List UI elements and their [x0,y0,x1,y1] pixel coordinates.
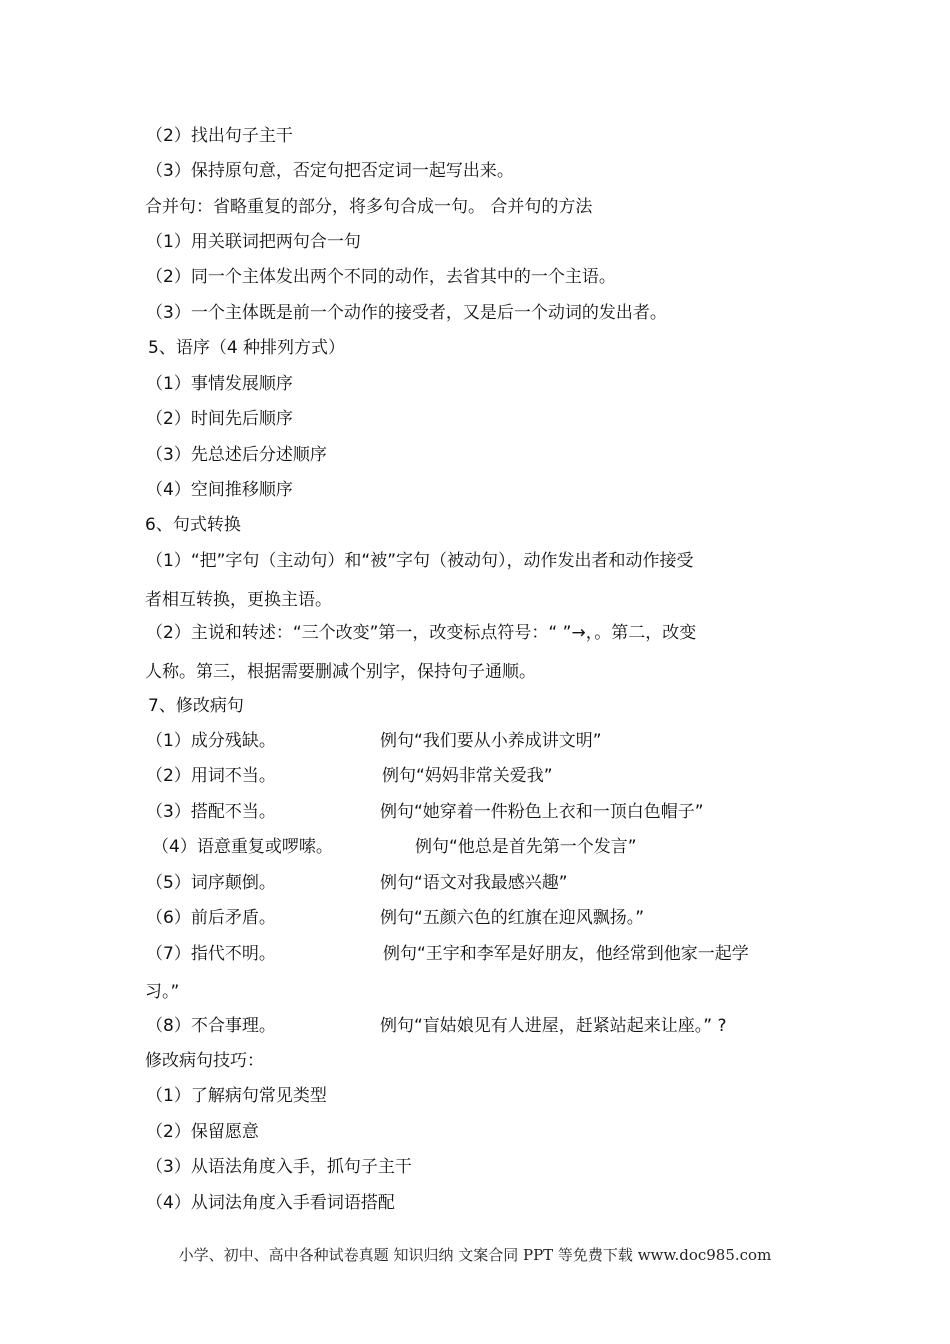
sick-sentence-example: 例句“语文对我最感兴趣” [380,873,568,893]
sick-sentence-type: （1）成分残缺。 [146,731,276,751]
sick-sentence-type: （5）词序颠倒。 [146,873,276,893]
section-heading: 6、句式转换 [145,515,241,535]
tips-title: 修改病句技巧： [145,1051,264,1071]
tip-item: （4）从词法角度入手看词语搭配 [146,1193,395,1213]
text-line: （1）“把”字句（主动句）和“被”字句（被动句），动作发出者和动作接受 [146,551,694,571]
text-line: （2）时间先后顺序 [146,409,293,429]
sick-sentence-type: （4）语意重复或啰嗦。 [152,837,333,857]
tip-item: （2）保留愿意 [146,1122,259,1142]
sick-sentence-example-continued: 习。” [145,982,180,1002]
sick-sentence-type: （3）搭配不当。 [146,802,276,822]
tip-item: （3）从语法角度入手，抓句子主干 [146,1157,412,1177]
section-heading: 7、修改病句 [148,696,244,716]
text-line: 合并句：省略重复的部分，将多句合成一句。 合并句的方法 [145,197,593,217]
text-line: （1）事情发展顺序 [146,374,293,394]
section-heading: 5、语序（4 种排列方式） [148,338,346,358]
sick-sentence-example: 例句“妈妈非常关爱我” [382,766,553,786]
text-line: （3）一个主体既是前一个动作的接受者，又是后一个动词的发出者。 [146,303,667,323]
text-line: （3）先总述后分述顺序 [146,445,327,465]
text-line: 者相互转换，更换主语。 [145,590,332,610]
sick-sentence-example: 例句“盲姑娘见有人进屋，赶紧站起来让座。” ? [380,1016,727,1036]
text-line: （2）主说和转述：“三个改变”第一，改变标点符号：“ ”→，。第二，改变 [146,623,697,643]
tip-item: （1）了解病句常见类型 [146,1086,327,1106]
text-line: （2）同一个主体发出两个不同的动作，去省其中的一个主语。 [146,267,616,287]
sick-sentence-type: （7）指代不明。 [146,944,276,964]
text-line: 人称。第三，根据需要删减个别字，保持句子通顺。 [145,662,536,682]
sick-sentence-example: 例句“五颜六色的红旗在迎风飘扬。” [380,908,645,928]
text-line: （4）空间推移顺序 [146,480,293,500]
sick-sentence-example: 例句“她穿着一件粉色上衣和一顶白色帽子” [380,802,704,822]
sick-sentence-type: （6）前后矛盾。 [146,908,276,928]
sick-sentence-example: 例句“我们要从小养成讲文明” [380,731,602,751]
text-line: （3）保持原句意，否定句把否定词一起写出来。 [146,161,514,181]
text-line: （1）用关联词把两句合一句 [146,232,361,252]
sick-sentence-type: （2）用词不当。 [146,766,276,786]
sick-sentence-example: 例句“他总是首先第一个发言” [415,837,637,857]
sick-sentence-example: 例句“王宇和李军是好朋友，他经常到他家一起学 [383,944,749,964]
sick-sentence-type: （8）不合事理。 [146,1016,276,1036]
text-line: （2）找出句子主干 [146,126,293,146]
page-footer: 小学、初中、高中各种试卷真题 知识归纳 文案合同 PPT 等免费下载 www.doc985.com [178,1246,772,1264]
